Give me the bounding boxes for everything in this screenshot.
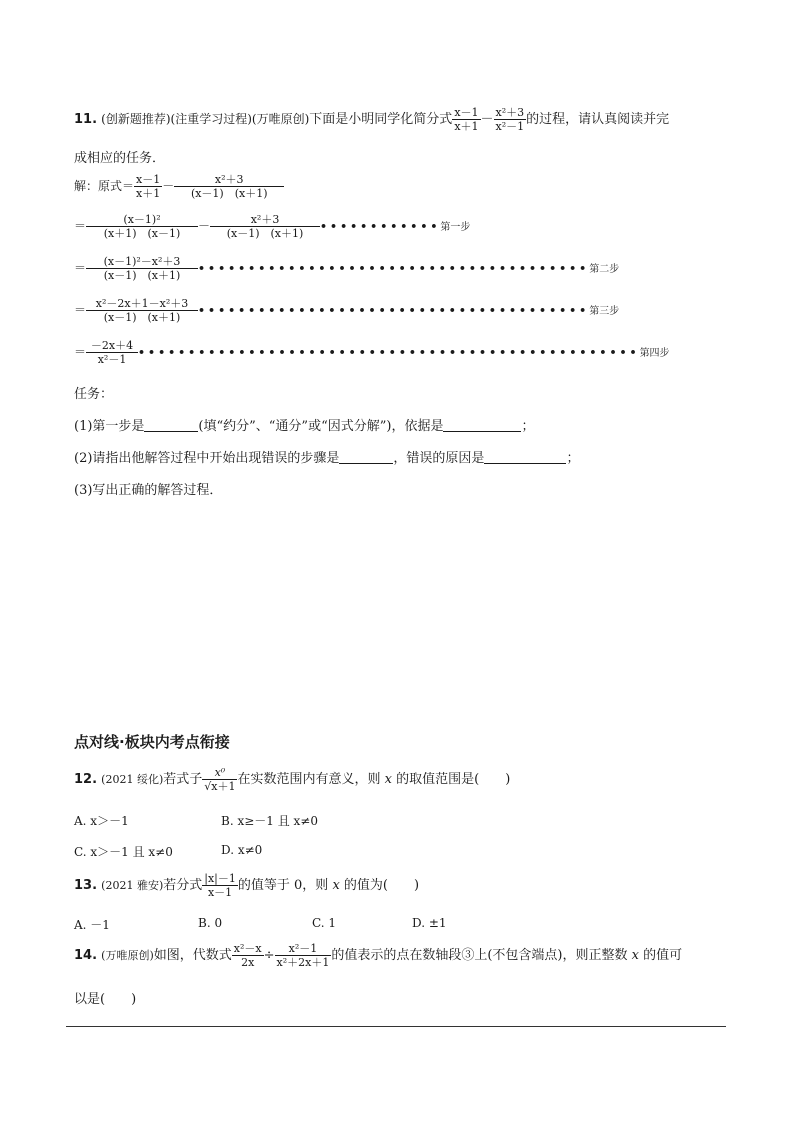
q11-number: 11. [74, 112, 98, 127]
task-2-blank-2[interactable] [484, 451, 566, 464]
q11-stem-text2: 的过程，请认真阅读并完 [526, 112, 670, 127]
sol1-fraction-1: $\frac{\text{(x－1)²}}{(x+1) (x-1)}$ [86, 213, 198, 240]
q13-option-b[interactable]: B. 0 [198, 916, 223, 930]
q14-fraction-2: $\frac{\text{x²－1}}{\text{x²＋2x＋1}}$ [276, 942, 330, 969]
solution-line-2: ＝ $\frac{\text{(x－1)²－x²＋3}}{(x-1) (x+1)}$ •••••••••••••••••••••••••••••••••••••••第二步 [74, 255, 620, 282]
sol0-fraction-1: $\frac{x-1}{x+1}$ [136, 173, 161, 200]
q13-option-a[interactable]: A. －1 [74, 918, 110, 932]
q12-option-a[interactable]: A. x＞－1 [74, 814, 129, 828]
sol0-fraction-2: $\frac{\text{x²＋3}}{(x-1) (x+1)}$ [174, 173, 284, 200]
sol3-fraction: $\frac{\text{x²－2x＋1－x²＋3}}{(x-1) (x+1)}$ [86, 297, 198, 324]
q11-tag-original: (万唯原创) [251, 112, 310, 126]
solution-line-1: ＝ $\frac{\text{(x－1)²}}{(x+1) (x-1)}$ － $\frac{\text{x²＋3}}{(x-1) (x+1)}$ ••••••••••••第一步 [74, 213, 471, 240]
q11-tag-innovative: (创新题推荐) [101, 112, 171, 126]
q12-option-c[interactable]: C. x＞－1 且 x≠0 [74, 845, 173, 859]
solution-line-3: ＝ $\frac{\text{x²－2x＋1－x²＋3}}{(x-1) (x+1)}$ •••••••••••••••••••••••••••••••••••••••第三步 [74, 297, 620, 324]
q12-option-b[interactable]: B. x≥－1 且 x≠0 [221, 814, 318, 828]
task-2-blank-1[interactable] [339, 451, 393, 464]
sol2-fraction: $\frac{\text{(x－1)²－x²＋3}}{(x-1) (x+1)}$ [86, 255, 198, 282]
sol4-dots: •••••••••••••••••••••••••••••••••••••••••••••••••• [138, 346, 640, 359]
q11-tag-process: (注重学习过程) [170, 112, 252, 126]
step-4-label: 第四步 [639, 348, 670, 359]
q14-number: 14. [74, 948, 98, 963]
q13-option-d[interactable]: D. ±1 [412, 916, 447, 930]
task-1-blank-1[interactable] [144, 419, 198, 432]
q11-fraction-2: $\frac{\text{x²＋3}}{\text{x²－1}}$ [495, 106, 525, 133]
solution-line-4: ＝ $\frac{-2x+4}{\text{x²－1}}$ ••••••••••••••••••••••••••••••••••••••••••••••••••第四步 [74, 339, 670, 366]
q13-number: 13. [74, 878, 98, 893]
q13-option-c[interactable]: C. 1 [312, 916, 337, 930]
sol1-fraction-2: $\frac{\text{x²＋3}}{(x-1) (x+1)}$ [210, 213, 320, 240]
step-2-label: 第二步 [589, 264, 620, 275]
q13-fraction: $\frac{|x|-1}{x-1}$ [204, 872, 236, 899]
q11-fraction-1: $\frac{x-1}{x+1}$ [454, 106, 479, 133]
q13-source: (2021 雅安) [101, 879, 164, 892]
sol1-dots: •••••••••••• [320, 220, 441, 233]
q11-stem-line2: 成相应的任务． [74, 151, 166, 166]
q11-stem-text1: 下面是小明同学化简分式 [309, 112, 453, 127]
q12-number: 12. [74, 772, 98, 787]
q13-stem: 13. (2021 雅安)若分式 $\frac{|x|-1}{x-1}$ 的值等于 0，则 x 的值为( ) [74, 872, 420, 899]
step-1-label: 第一步 [440, 222, 471, 233]
solution-label: 解：原式＝ [74, 179, 135, 193]
task-1: (1)第一步是 (填“约分”、“通分”或“因式分解”)，依据是 ； [74, 419, 535, 434]
q14-stem-line1: 14. (万唯原创)如图，代数式 $\frac{\text{x²－x}}{2x}$ ÷ $\frac{\text{x²－1}}{\text{x²＋2x＋1}}$ 的值表示的点在数轴段③上(不包含端点)，则正整数 x 的值可 [74, 942, 683, 969]
task-2: (2)请指出他解答过程中开始出现错误的步骤是 ，错误的原因是 ； [74, 451, 580, 466]
q14-stem-line2: 以是( ) [74, 992, 137, 1007]
sol4-fraction: $\frac{-2x+4}{\text{x²－1}}$ [86, 339, 138, 366]
q12-option-d[interactable]: D. x≠0 [221, 843, 263, 857]
q14-fraction-1: $\frac{\text{x²－x}}{2x}$ [233, 942, 262, 969]
q12-source: (2021 绥化) [101, 773, 164, 786]
task-label: 任务： [74, 387, 114, 402]
sol3-dots: ••••••••••••••••••••••••••••••••••••••• [198, 304, 590, 317]
step-3-label: 第三步 [589, 306, 620, 317]
task-1-blank-2[interactable] [443, 419, 521, 432]
q11-stem-line1: 11. (创新题推荐)(注重学习过程)(万唯原创)下面是小明同学化简分式 $\frac{x-1}{x+1}$ － $\frac{\text{x²＋3}}{\text{x²－1}}$ 的过程，请认真阅读并完 [74, 106, 670, 133]
solution-line-0: 解：原式＝ $\frac{x-1}{x+1}$ － $\frac{\text{x²＋3}}{(x-1) (x+1)}$ [74, 173, 284, 200]
footer-rule [66, 1026, 726, 1027]
sol2-dots: ••••••••••••••••••••••••••••••••••••••• [198, 262, 590, 275]
q12-stem: 12. (2021 绥化)若式子 $\frac{\text{x⁰}}{√x+1}$ 在实数范围内有意义，则 x 的取值范围是( ) [74, 766, 511, 793]
section-title: 点对线·板块内考点衔接 [74, 733, 230, 751]
q14-source: (万唯原创) [101, 949, 154, 962]
task-3: (3)写出正确的解答过程． [74, 483, 223, 498]
q12-fraction: $\frac{\text{x⁰}}{√x+1}$ [204, 766, 236, 793]
